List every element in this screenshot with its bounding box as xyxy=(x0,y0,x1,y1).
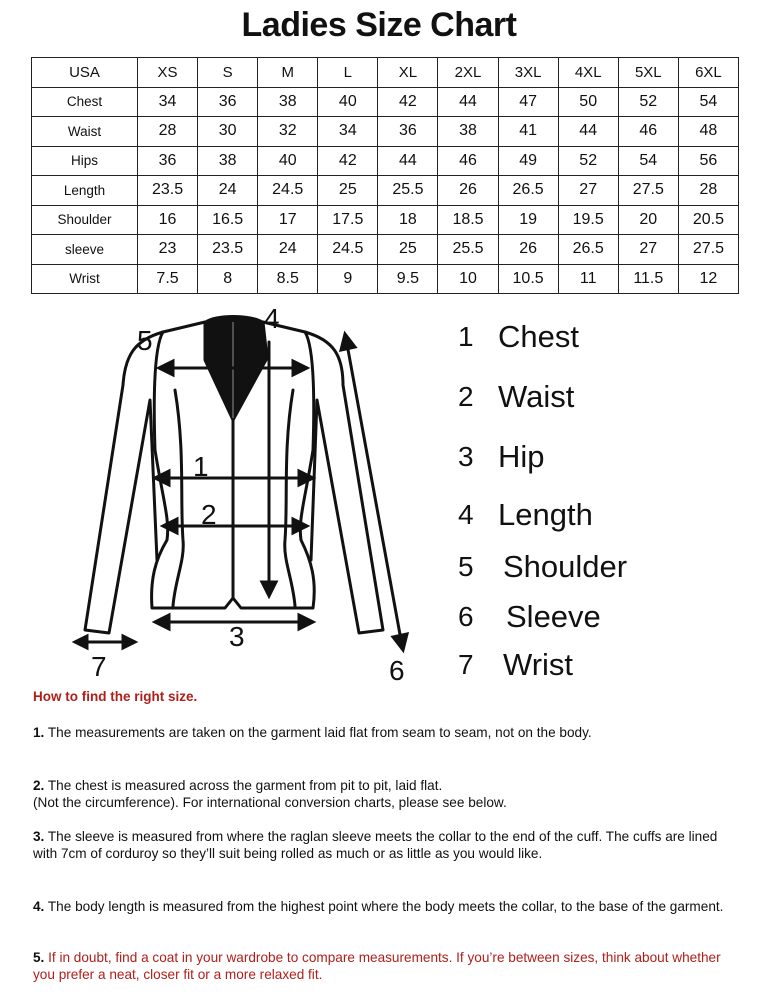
table-cell: 23 xyxy=(138,235,198,265)
table-cell: 18 xyxy=(378,205,438,235)
table-cell: 18.5 xyxy=(438,205,498,235)
header-size: 2XL xyxy=(438,58,498,88)
table-cell: 11 xyxy=(558,264,618,294)
table-cell: 25.5 xyxy=(378,176,438,206)
row-label: Length xyxy=(32,176,138,206)
marker-1: 1 xyxy=(193,451,209,482)
header-size: 4XL xyxy=(558,58,618,88)
table-cell: 16 xyxy=(138,205,198,235)
legend-label: Sleeve xyxy=(506,599,601,634)
table-cell: 48 xyxy=(678,117,738,147)
marker-7: 7 xyxy=(91,651,107,682)
size-table xyxy=(31,57,739,294)
table-cell: 8.5 xyxy=(258,264,318,294)
table-cell: 25 xyxy=(378,235,438,265)
instruction-3: 3. The sleeve is measured from where the raglan sleeve meets the collar to the end of the cuff. The cuffs are lined with 7cm of corduroy so they’ll suit being rolled as much or as little as you would like. xyxy=(33,829,718,861)
row-label: sleeve xyxy=(32,235,138,265)
table-row xyxy=(32,146,739,176)
legend-item-chest xyxy=(458,312,579,362)
header-size: XS xyxy=(138,58,198,88)
table-cell: 26 xyxy=(438,176,498,206)
legend-num: 3 xyxy=(458,441,474,472)
table-cell: 44 xyxy=(378,146,438,176)
legend-item-shoulder xyxy=(458,542,627,592)
legend-label: Hip xyxy=(498,439,545,474)
legend-num: 4 xyxy=(458,499,474,530)
table-header-row xyxy=(32,58,739,88)
legend-num: 6 xyxy=(458,601,474,632)
table-cell: 54 xyxy=(678,87,738,117)
table-cell: 54 xyxy=(618,146,678,176)
marker-2: 2 xyxy=(201,499,217,530)
table-row xyxy=(32,117,739,147)
header-size: L xyxy=(318,58,378,88)
table-cell: 24 xyxy=(198,176,258,206)
header-size: 3XL xyxy=(498,58,558,88)
table-cell: 28 xyxy=(138,117,198,147)
table-cell: 20.5 xyxy=(678,205,738,235)
legend-label: Chest xyxy=(498,319,579,354)
table-cell: 27 xyxy=(618,235,678,265)
header-size: M xyxy=(258,58,318,88)
legend-num: 7 xyxy=(458,649,474,680)
table-cell: 52 xyxy=(618,87,678,117)
table-cell: 46 xyxy=(438,146,498,176)
table-cell: 20 xyxy=(618,205,678,235)
legend-item-wrist xyxy=(458,640,573,690)
table-cell: 24.5 xyxy=(318,235,378,265)
table-cell: 23.5 xyxy=(198,235,258,265)
table-cell: 17 xyxy=(258,205,318,235)
table-cell: 23.5 xyxy=(138,176,198,206)
table-cell: 46 xyxy=(618,117,678,147)
table-cell: 24.5 xyxy=(258,176,318,206)
table-cell: 24 xyxy=(258,235,318,265)
table-cell: 7.5 xyxy=(138,264,198,294)
table-cell: 38 xyxy=(258,87,318,117)
table-cell: 34 xyxy=(138,87,198,117)
table-cell: 42 xyxy=(378,87,438,117)
table-cell: 38 xyxy=(198,146,258,176)
table-cell: 26.5 xyxy=(558,235,618,265)
table-cell: 28 xyxy=(678,176,738,206)
instruction-4: 4. The body length is measured from the highest point where the body meets the collar, to the base of the garment. xyxy=(33,899,724,914)
legend-label: Shoulder xyxy=(503,549,628,584)
table-cell: 40 xyxy=(258,146,318,176)
marker-3: 3 xyxy=(229,621,245,652)
table-cell: 8 xyxy=(198,264,258,294)
table-cell: 25.5 xyxy=(438,235,498,265)
table-cell: 49 xyxy=(498,146,558,176)
table-cell: 19 xyxy=(498,205,558,235)
header-size: XL xyxy=(378,58,438,88)
instruction-2: 2. The chest is measured across the garment from pit to pit, laid flat. (Not the circumference). For international conversion charts, please see below. xyxy=(33,778,507,810)
row-label: Hips xyxy=(32,146,138,176)
table-cell: 52 xyxy=(558,146,618,176)
legend-item-length xyxy=(458,490,593,540)
table-cell: 25 xyxy=(318,176,378,206)
table-row xyxy=(32,235,739,265)
table-cell: 30 xyxy=(198,117,258,147)
table-cell: 9.5 xyxy=(378,264,438,294)
table-cell: 56 xyxy=(678,146,738,176)
header-region: USA xyxy=(32,58,138,88)
table-row xyxy=(32,205,739,235)
table-cell: 32 xyxy=(258,117,318,147)
marker-4: 4 xyxy=(264,303,280,334)
table-cell: 26 xyxy=(498,235,558,265)
legend-item-waist xyxy=(458,372,574,422)
table-cell: 17.5 xyxy=(318,205,378,235)
page-title: Ladies Size Chart xyxy=(241,6,517,44)
jacket-diagram xyxy=(55,300,425,685)
legend-num: 1 xyxy=(458,321,474,352)
table-cell: 27 xyxy=(558,176,618,206)
table-cell: 41 xyxy=(498,117,558,147)
marker-5: 5 xyxy=(137,325,153,356)
legend-num: 2 xyxy=(458,381,474,412)
table-cell: 47 xyxy=(498,87,558,117)
legend-item-hip xyxy=(458,432,545,482)
table-cell: 19.5 xyxy=(558,205,618,235)
legend-item-sleeve xyxy=(458,592,601,642)
legend-num: 5 xyxy=(458,551,474,582)
row-label: Chest xyxy=(32,87,138,117)
sleeve-arrow xyxy=(347,344,401,640)
table-cell: 36 xyxy=(198,87,258,117)
table-cell: 10.5 xyxy=(498,264,558,294)
table-cell: 10 xyxy=(438,264,498,294)
header-size: S xyxy=(198,58,258,88)
table-cell: 36 xyxy=(378,117,438,147)
table-cell: 26.5 xyxy=(498,176,558,206)
legend-label: Waist xyxy=(498,379,575,414)
table-cell: 44 xyxy=(558,117,618,147)
table-cell: 40 xyxy=(318,87,378,117)
table-cell: 38 xyxy=(438,117,498,147)
header-size: 6XL xyxy=(678,58,738,88)
table-cell: 36 xyxy=(138,146,198,176)
row-label: Wrist xyxy=(32,264,138,294)
table-cell: 34 xyxy=(318,117,378,147)
table-cell: 42 xyxy=(318,146,378,176)
table-row xyxy=(32,87,739,117)
marker-6: 6 xyxy=(389,655,405,685)
table-cell: 44 xyxy=(438,87,498,117)
how-to-heading: How to find the right size. xyxy=(33,689,198,704)
table-cell: 27.5 xyxy=(678,235,738,265)
row-label: Waist xyxy=(32,117,138,147)
table-cell: 9 xyxy=(318,264,378,294)
table-row xyxy=(32,264,739,294)
legend-label: Length xyxy=(498,497,593,532)
legend-label: Wrist xyxy=(503,647,574,682)
row-label: Shoulder xyxy=(32,205,138,235)
instruction-1: 1. The measurements are taken on the garment laid flat from seam to seam, not on the body. xyxy=(33,725,592,740)
table-cell: 11.5 xyxy=(618,264,678,294)
table-cell: 12 xyxy=(678,264,738,294)
table-cell: 50 xyxy=(558,87,618,117)
table-cell: 16.5 xyxy=(198,205,258,235)
header-size: 5XL xyxy=(618,58,678,88)
table-row xyxy=(32,176,739,206)
table-cell: 27.5 xyxy=(618,176,678,206)
instruction-5: 5. If in doubt, find a coat in your wardrobe to compare measurements. If you’re between sizes, think about whether you prefer a neat, closer fit or a more relaxed fit. xyxy=(33,950,721,982)
